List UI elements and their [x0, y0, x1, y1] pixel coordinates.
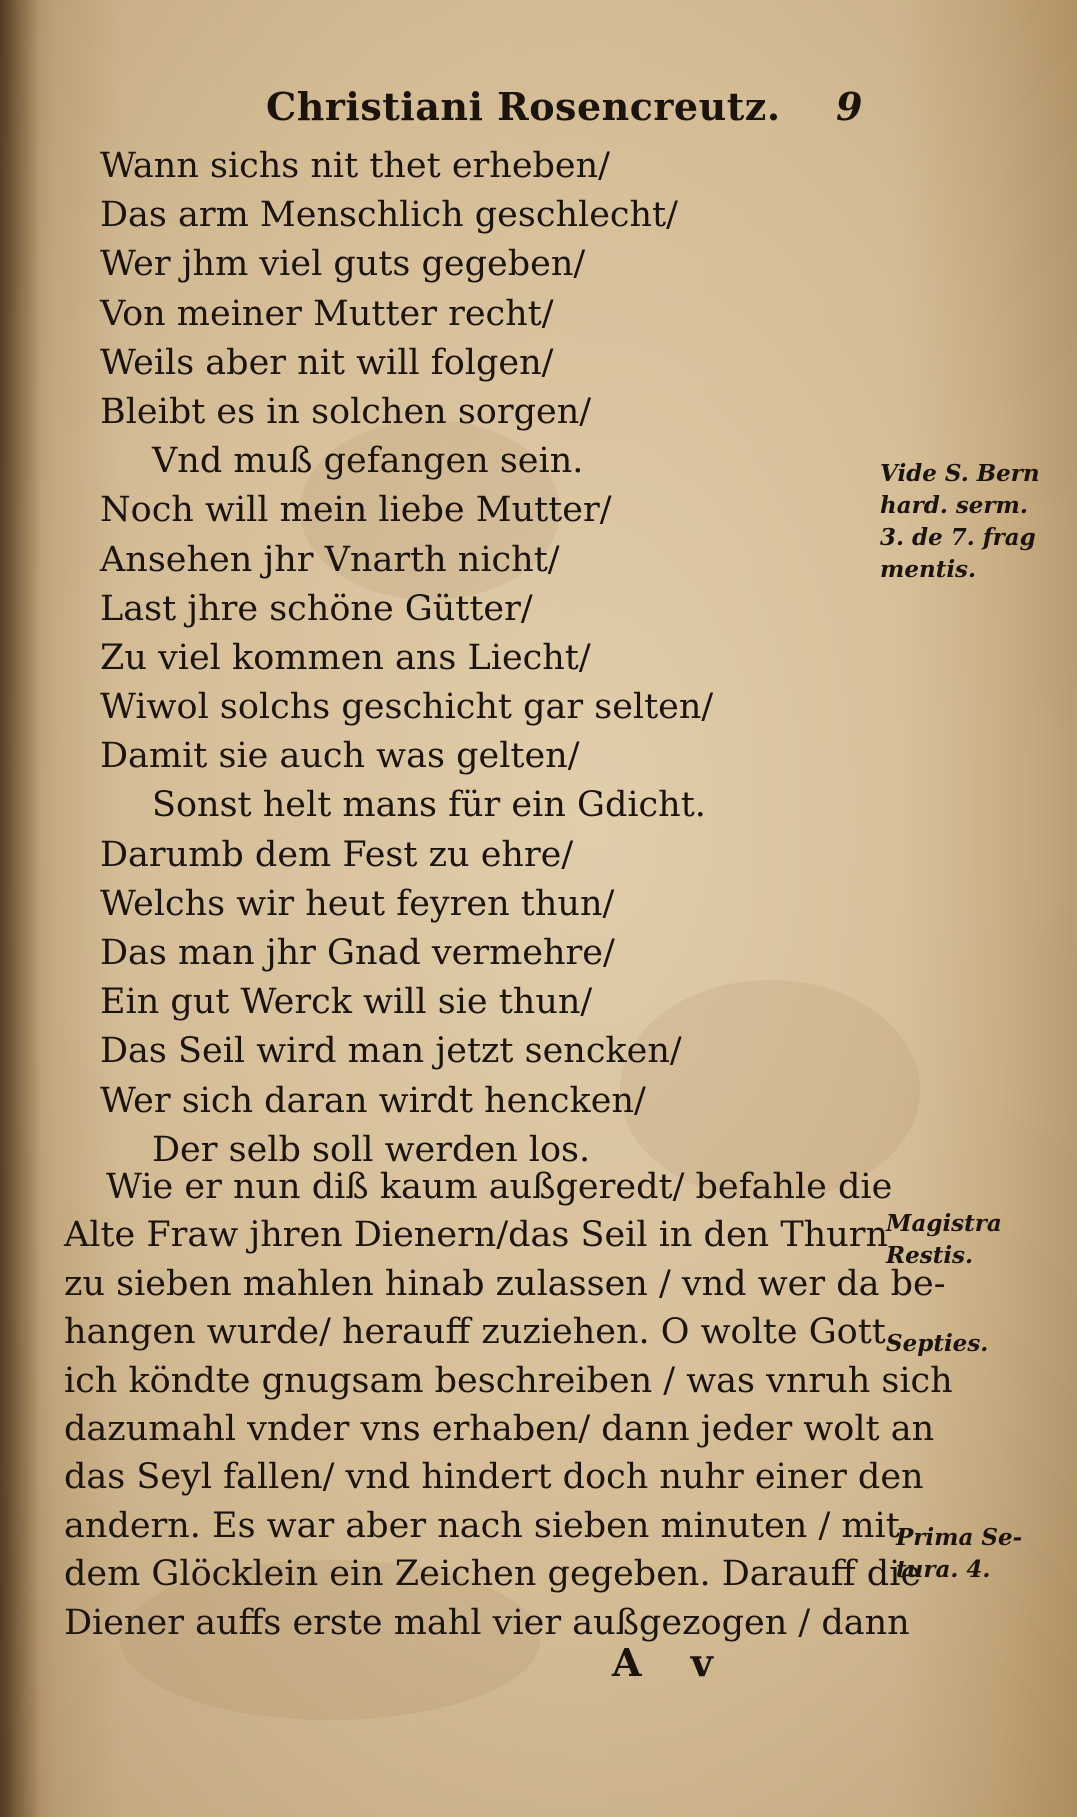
- marginal-note-line: mentis.: [880, 556, 977, 583]
- marginal-note-prima: [896, 1522, 1022, 1586]
- poem-line: Noch will mein liebe Mutter/: [100, 490, 612, 531]
- prose-line: hangen wurde/ herauff zuziehen. O wolte Gott: [64, 1312, 886, 1353]
- marginal-note-septies: [886, 1328, 988, 1360]
- poem-line: Das Seil wird man jetzt sencken/: [100, 1031, 682, 1072]
- marginal-note-line: 3. de 7. frag: [880, 524, 1036, 551]
- page-number: 9: [836, 84, 863, 129]
- marginal-note-line: Vide S. Bern: [880, 460, 1040, 487]
- poem-line: Wiwol solchs geschicht gar selten/: [100, 687, 714, 728]
- prose-line: ich köndte gnugsam beschreiben / was vnruh sich: [64, 1360, 953, 1401]
- prose-line: dem Glöcklein ein Zeichen gegeben. Darauff die: [64, 1554, 922, 1595]
- page-gutter-shadow: [0, 0, 40, 1817]
- poem-line: Welchs wir heut feyren thun/: [100, 883, 615, 924]
- poem-line: Wer jhm viel guts gegeben/: [100, 244, 586, 285]
- prose-line: andern. Es war aber nach sieben minuten / mit: [64, 1505, 900, 1546]
- prose-line: Wie er nun diß kaum außgeredt/ befahle die: [106, 1167, 893, 1207]
- marginal-note-line: Magistra: [886, 1210, 1002, 1237]
- prose-line: das Seyl fallen/ vnd hindert doch nuhr einer den: [64, 1457, 924, 1498]
- poem-line: Sonst helt mans für ein Gdicht.: [152, 785, 706, 826]
- poem-block: [100, 142, 713, 1175]
- poem-line: Last jhre schöne Gütter/: [100, 588, 533, 629]
- poem-line: Das arm Menschlich geschlecht/: [100, 195, 678, 236]
- marginal-note-vide: [880, 458, 1040, 586]
- poem-line: Wer sich daran wirdt hencken/: [100, 1080, 646, 1121]
- signature-mark: A v: [612, 1640, 731, 1685]
- marginal-note-line: tura. 4.: [896, 1556, 991, 1583]
- poem-line: Vnd muß gefangen sein.: [152, 441, 584, 482]
- poem-line: Damit sie auch was gelten/: [100, 736, 580, 777]
- running-head-title: Christiani Rosencreutz.: [266, 84, 781, 129]
- poem-line: Darumb dem Fest zu ehre/: [100, 834, 574, 875]
- poem-line: Bleibt es in solchen sorgen/: [100, 391, 592, 432]
- poem-line: Ein gut Werck will sie thun/: [100, 982, 593, 1023]
- poem-line: Der selb soll werden los.: [152, 1129, 591, 1170]
- marginal-note-line: Restis.: [886, 1242, 974, 1269]
- poem-line: Das man jhr Gnad vermehre/: [100, 933, 615, 973]
- marginal-note-line: hard. serm.: [880, 492, 1028, 519]
- marginal-note-line: Prima Se-: [896, 1524, 1023, 1551]
- running-head: [0, 84, 1077, 144]
- poem-line: Wann sichs nit thet erheben/: [100, 146, 610, 186]
- marginal-note-line: Septies.: [886, 1330, 989, 1357]
- prose-line: dazumahl vnder vns erhaben/ dann jeder wolt an: [64, 1408, 935, 1449]
- prose-line: Diener auffs erste mahl vier außgezogen / dann: [64, 1602, 910, 1643]
- prose-line: zu sieben mahlen hinab zulassen / vnd wer da be-: [64, 1263, 946, 1304]
- poem-line: Ansehen jhr Vnarth nicht/: [100, 539, 560, 580]
- prose-line: Alte Fraw jhren Dienern/das Seil in den Thurn: [64, 1215, 889, 1256]
- poem-line: Zu viel kommen ans Liecht/: [100, 637, 591, 678]
- poem-line: Weils aber nit will folgen/: [100, 342, 554, 383]
- marginal-note-magistra: [886, 1208, 1002, 1272]
- poem-line: Von meiner Mutter recht/: [100, 293, 554, 334]
